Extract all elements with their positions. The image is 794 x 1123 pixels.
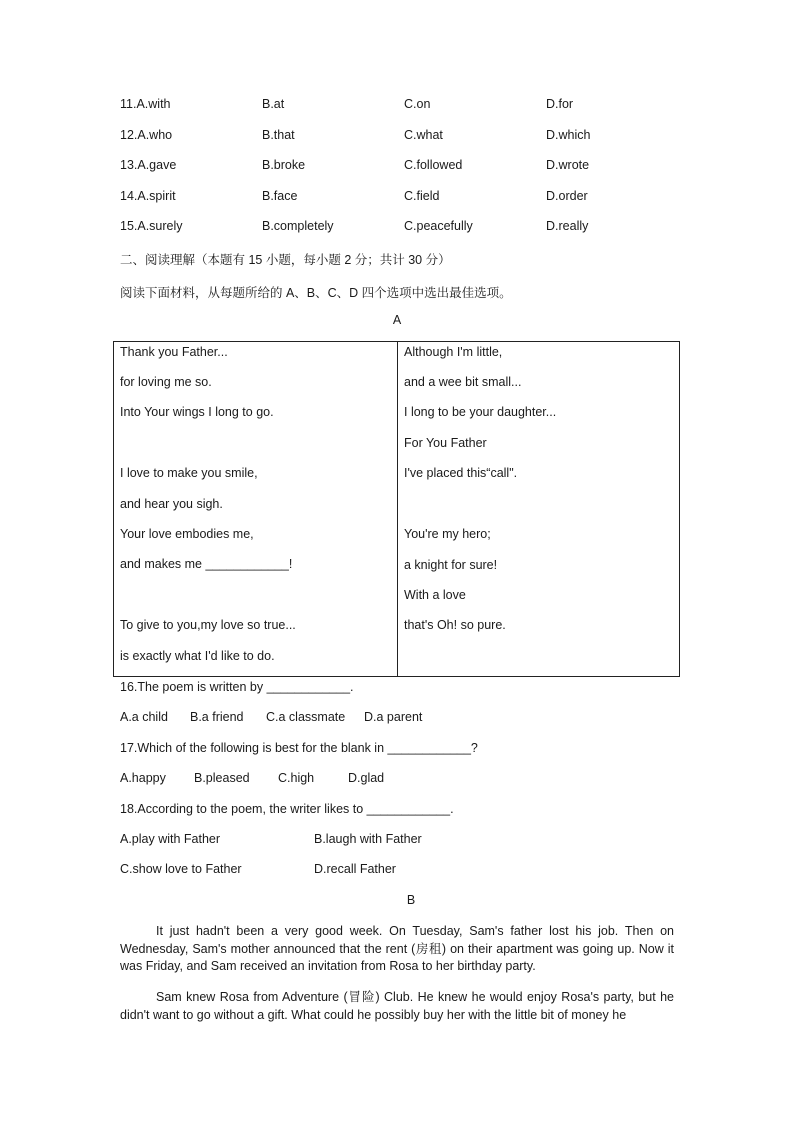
poem-line: I long to be your daughter... — [404, 405, 557, 419]
poem-line: and a wee bit small... — [404, 375, 522, 389]
option-b: B.pleased — [194, 771, 250, 785]
option-b: B.at — [262, 97, 285, 111]
question-stem: 17.Which of the following is best for the blank in ____________? — [120, 741, 478, 755]
poem-line: I love to make you smile, — [120, 466, 258, 480]
poem-line: that's Oh! so pure. — [404, 618, 506, 632]
option-c: C.high — [278, 771, 315, 785]
poem-divider — [397, 342, 398, 676]
option-c: C.what — [404, 128, 443, 142]
question-stem: 16.The poem is written by ____________. — [120, 680, 354, 694]
passage-paragraph: Sam knew Rosa from Adventure (冒险) Club. He knew he would enjoy Rosa's party, but he didn't want to go without a gift. What could he possibly buy her with the little bit of money he — [120, 990, 674, 1022]
option-b: B.a friend — [190, 710, 244, 724]
poem-line: Thank you Father... — [120, 345, 228, 359]
option-c: C.a classmate — [266, 710, 346, 724]
poem-line: For You Father — [404, 436, 487, 450]
option-b: B.that — [262, 128, 295, 142]
question-stem: 18.According to the poem, the writer likes to ____________. — [120, 802, 454, 816]
option-d: D.which — [546, 128, 591, 142]
poem-line: To give to you,my love so true... — [120, 618, 296, 632]
option-c: C.show love to Father — [120, 862, 242, 876]
option-d: D.really — [546, 219, 589, 233]
option-a: A.happy — [120, 771, 166, 785]
option-b: B.face — [262, 189, 298, 203]
poem-line: You're my hero; — [404, 527, 491, 541]
option-d: D.for — [546, 97, 574, 111]
cloze-option-row — [120, 158, 680, 176]
option-a: 12.A.who — [120, 128, 173, 142]
option-c: C.followed — [404, 158, 463, 172]
option-a: A.a child — [120, 710, 168, 724]
option-b: B.completely — [262, 219, 334, 233]
poem-line: is exactly what I'd like to do. — [120, 649, 275, 663]
passage-paragraph: It just hadn't been a very good week. On Tuesday, Sam's father lost his job. Then on Wednesday, Sam's mother announced that the rent (房租) on their apartment was going up. Now it was Friday, and Sam received an invitation from Rosa to her birthday party. — [120, 924, 674, 973]
option-d: D.wrote — [546, 158, 590, 172]
section-heading: 二、阅读理解（本题有 15 小题，每小题 2 分；共计 30 分） — [120, 253, 451, 267]
option-c: C.peacefully — [404, 219, 473, 233]
poem-line: I've placed this“call". — [404, 466, 518, 480]
option-d: D.recall Father — [314, 862, 396, 876]
poem-line: With a love — [404, 588, 466, 602]
option-d: D.a parent — [364, 710, 423, 724]
passage-label-a: A — [392, 313, 402, 327]
cloze-option-row — [120, 219, 680, 237]
option-a: 13.A.gave — [120, 158, 177, 172]
option-c: C.on — [404, 97, 431, 111]
option-a: 14.A.spirit — [120, 189, 176, 203]
option-a: A.play with Father — [120, 832, 221, 846]
poem-line: Your love embodies me, — [120, 527, 254, 541]
option-b: B.laugh with Father — [314, 832, 422, 846]
poem-table — [113, 341, 680, 677]
section-instruction: 阅读下面材料，从每题所给的 A、B、C、D 四个选项中选出最佳选项。 — [120, 286, 512, 300]
poem-line: and makes me ____________! — [120, 557, 293, 571]
poem-line: for loving me so. — [120, 375, 212, 389]
poem-line: a knight for sure! — [404, 558, 498, 572]
option-c: C.field — [404, 189, 440, 203]
cloze-option-row — [120, 189, 680, 207]
option-d: D.order — [546, 189, 588, 203]
cloze-option-row — [120, 128, 680, 146]
poem-line: and hear you sigh. — [120, 497, 223, 511]
option-a: 15.A.surely — [120, 219, 183, 233]
cloze-option-row — [120, 97, 680, 115]
option-b: B.broke — [262, 158, 306, 172]
poem-line: Into Your wings I long to go. — [120, 405, 274, 419]
option-a: 11.A.with — [120, 97, 171, 111]
poem-line: Although I'm little, — [404, 345, 503, 359]
passage-label-b: B — [406, 893, 416, 907]
option-d: D.glad — [348, 771, 385, 785]
